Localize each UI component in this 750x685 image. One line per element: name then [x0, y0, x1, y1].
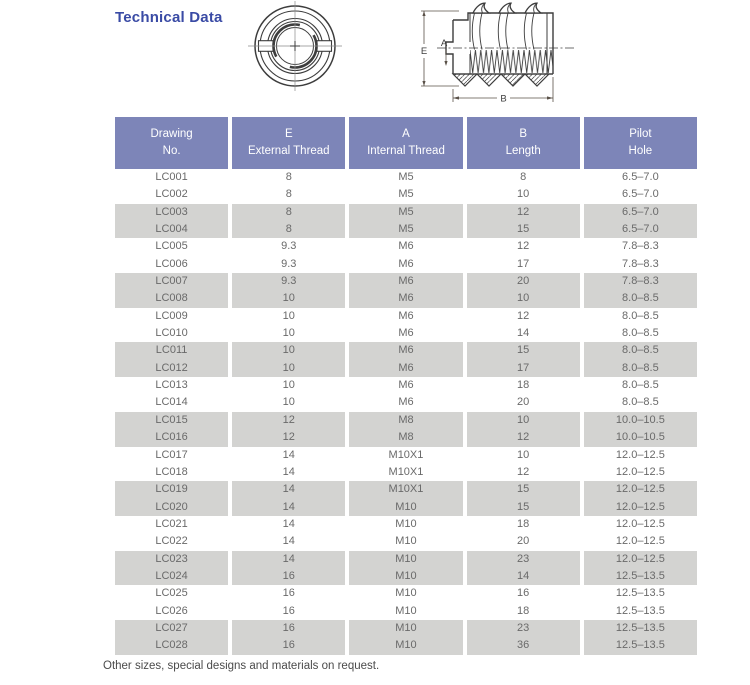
- header-internal-thread: A Internal Thread: [349, 117, 462, 169]
- cell-internal-thread: M6: [349, 290, 462, 307]
- cell-length: 15: [467, 481, 580, 498]
- table-row: [115, 585, 697, 602]
- cell-pilot-hole: 12.0–12.5: [584, 551, 697, 568]
- cell-internal-thread: M10X1: [349, 481, 462, 498]
- cell-external-thread: 16: [232, 568, 345, 585]
- header-drawing-no: Drawing No.: [115, 117, 228, 169]
- cell-length: 18: [517, 379, 530, 392]
- cell-internal-thread: M6: [398, 309, 414, 322]
- cell-internal-thread: M6: [349, 360, 462, 377]
- cell-drawing-no: LC024: [115, 568, 228, 585]
- page-title: Technical Data: [115, 9, 223, 26]
- insert-body: [446, 3, 553, 86]
- cell-length: 10: [517, 448, 530, 461]
- cell-length: 20: [467, 273, 580, 290]
- header-external-thread: E External Thread: [232, 117, 345, 169]
- cell-external-thread: 14: [282, 465, 295, 478]
- cell-internal-thread: M10X1: [388, 465, 424, 478]
- cell-pilot-hole: 12.5–13.5: [584, 620, 697, 637]
- table-row: [115, 308, 697, 325]
- cell-pilot-hole: 8.0–8.5: [584, 342, 697, 359]
- cell-pilot-hole: 12.0–12.5: [584, 499, 697, 516]
- cell-pilot-hole: 8.0–8.5: [622, 327, 659, 340]
- cell-length: 20: [517, 535, 530, 548]
- cell-external-thread: 10: [282, 379, 295, 392]
- cell-pilot-hole: 12.0–12.5: [615, 535, 665, 548]
- cell-external-thread: 9.3: [281, 257, 297, 270]
- cell-drawing-no: LC007: [115, 273, 228, 290]
- cell-internal-thread: M10: [395, 604, 417, 617]
- cell-external-thread: 8: [285, 188, 292, 201]
- cell-length: 15: [467, 342, 580, 359]
- spec-table: [111, 117, 701, 655]
- cell-pilot-hole: 12.0–12.5: [584, 481, 697, 498]
- header-length: B Length: [467, 117, 580, 169]
- table-row: [115, 412, 697, 429]
- cell-pilot-hole: 12.5–13.5: [584, 568, 697, 585]
- cell-length: 12: [517, 240, 530, 253]
- cell-internal-thread: M10: [395, 587, 417, 600]
- insert-side-view-drawing: [413, 0, 581, 108]
- table-row: [115, 620, 697, 637]
- cell-pilot-hole: 12.0–12.5: [615, 465, 665, 478]
- cell-drawing-no: LC009: [155, 309, 188, 322]
- cell-internal-thread: M10: [349, 499, 462, 516]
- cell-length: 12: [517, 465, 530, 478]
- coarse-thread-section: [453, 74, 553, 86]
- cell-pilot-hole: 7.8–8.3: [622, 240, 659, 253]
- cell-external-thread: 14: [282, 535, 295, 548]
- spec-table-header: [115, 117, 697, 169]
- cell-length: 12: [517, 309, 530, 322]
- cell-length: 16: [517, 587, 530, 600]
- spec-table-body: [115, 169, 697, 655]
- cell-external-thread: 14: [232, 499, 345, 516]
- cell-length: 17: [467, 360, 580, 377]
- dim-label-internal-thread: A: [440, 38, 448, 49]
- cell-internal-thread: M6: [398, 396, 414, 409]
- cell-internal-thread: M5: [398, 171, 414, 183]
- cell-internal-thread: M6: [398, 257, 414, 270]
- cell-drawing-no: LC011: [115, 342, 228, 359]
- cell-length: 14: [517, 327, 530, 340]
- cell-length: 10: [467, 290, 580, 307]
- cell-drawing-no: LC014: [155, 396, 188, 409]
- cell-drawing-no: LC027: [115, 620, 228, 637]
- cell-drawing-no: LC002: [155, 188, 188, 201]
- cell-internal-thread: M10: [349, 620, 462, 637]
- cell-external-thread: 16: [232, 637, 345, 654]
- cell-drawing-no: LC004: [115, 221, 228, 238]
- cell-internal-thread: M5: [398, 188, 414, 201]
- header-pilot-hole: Pilot Hole: [584, 117, 697, 169]
- cell-internal-thread: M6: [398, 379, 414, 392]
- cell-pilot-hole: 8.0–8.5: [584, 290, 697, 307]
- table-row: [115, 551, 697, 568]
- cell-length: 17: [517, 257, 530, 270]
- cell-drawing-no: LC023: [115, 551, 228, 568]
- footer-note: Other sizes, special designs and materials on request.: [103, 660, 380, 672]
- cell-length: 15: [467, 499, 580, 516]
- cell-external-thread: 14: [232, 551, 345, 568]
- cell-pilot-hole: 10.0–10.5: [584, 412, 697, 429]
- cell-pilot-hole: 7.8–8.3: [584, 273, 697, 290]
- table-row: [115, 221, 697, 238]
- table-row: [115, 533, 697, 550]
- cell-external-thread: 8: [232, 204, 345, 221]
- cell-internal-thread: M10: [349, 551, 462, 568]
- table-row: [115, 256, 697, 273]
- cell-drawing-no: LC028: [115, 637, 228, 654]
- cell-drawing-no: LC010: [155, 327, 188, 340]
- table-row: [115, 186, 697, 203]
- cell-external-thread: 10: [282, 396, 295, 409]
- cell-external-thread: 14: [282, 517, 295, 530]
- table-row: [115, 568, 697, 585]
- table-row: [115, 394, 697, 411]
- cell-internal-thread: M5: [349, 204, 462, 221]
- cell-drawing-no: LC003: [115, 204, 228, 221]
- cell-pilot-hole: 8.0–8.5: [622, 396, 659, 409]
- table-row: [115, 603, 697, 620]
- cell-internal-thread: M6: [398, 327, 414, 340]
- cell-drawing-no: LC021: [155, 517, 188, 530]
- cell-pilot-hole: 7.8–8.3: [622, 257, 659, 270]
- cell-drawing-no: LC015: [115, 412, 228, 429]
- cell-drawing-no: LC022: [155, 535, 188, 548]
- cell-drawing-no: LC025: [155, 587, 188, 600]
- table-row: [115, 499, 697, 516]
- cell-length: 10: [517, 188, 530, 201]
- cell-external-thread: 12: [232, 429, 345, 446]
- table-row: [115, 516, 697, 533]
- cell-pilot-hole: 8.0–8.5: [584, 360, 697, 377]
- cell-external-thread: 16: [282, 587, 295, 600]
- cell-external-thread: 10: [232, 342, 345, 359]
- table-row: [115, 238, 697, 255]
- cell-drawing-no: LC018: [155, 465, 188, 478]
- cell-external-thread: 10: [232, 290, 345, 307]
- cell-internal-thread: M10: [395, 517, 417, 530]
- cell-internal-thread: M10: [395, 535, 417, 548]
- table-row: [115, 447, 697, 464]
- cell-internal-thread: M6: [349, 342, 462, 359]
- cell-external-thread: 10: [232, 360, 345, 377]
- cell-drawing-no: LC006: [155, 257, 188, 270]
- cell-external-thread: 14: [282, 448, 295, 461]
- table-row: [115, 204, 697, 221]
- cell-internal-thread: M5: [349, 221, 462, 238]
- cell-length: 23: [467, 551, 580, 568]
- cell-drawing-no: LC008: [115, 290, 228, 307]
- table-row: [115, 464, 697, 481]
- table-row: [115, 290, 697, 307]
- cell-drawing-no: LC013: [155, 379, 188, 392]
- cell-drawing-no: LC001: [155, 171, 188, 183]
- cell-pilot-hole: 10.0–10.5: [584, 429, 697, 446]
- cell-internal-thread: M10: [349, 568, 462, 585]
- cell-pilot-hole: 12.5–13.5: [615, 604, 665, 617]
- cell-length: 18: [517, 517, 530, 530]
- cell-external-thread: 16: [282, 604, 295, 617]
- dim-label-outer-diameter: E: [420, 46, 428, 57]
- cell-length: 12: [467, 429, 580, 446]
- cell-internal-thread: M10X1: [388, 448, 424, 461]
- cell-pilot-hole: 6.5–7.0: [622, 188, 659, 201]
- cell-length: 8: [520, 171, 527, 183]
- cell-pilot-hole: 8.0–8.5: [622, 379, 659, 392]
- cell-external-thread: 12: [232, 412, 345, 429]
- table-row: [115, 481, 697, 498]
- cell-external-thread: 14: [232, 481, 345, 498]
- table-row: [115, 342, 697, 359]
- cell-length: 14: [467, 568, 580, 585]
- cell-drawing-no: LC026: [155, 604, 188, 617]
- cell-pilot-hole: 12.0–12.5: [615, 448, 665, 461]
- thread-fins: [472, 3, 541, 49]
- cell-pilot-hole: 8.0–8.5: [622, 309, 659, 322]
- cell-length: 12: [467, 204, 580, 221]
- cell-length: 36: [467, 637, 580, 654]
- cell-internal-thread: M8: [349, 412, 462, 429]
- cell-pilot-hole: 12.5–13.5: [584, 637, 697, 654]
- table-row: [115, 169, 697, 186]
- cell-pilot-hole: 6.5–7.0: [584, 221, 697, 238]
- table-row: [115, 429, 697, 446]
- cell-drawing-no: LC017: [155, 448, 188, 461]
- cell-external-thread: 9.3: [281, 240, 297, 253]
- cell-external-thread: 16: [232, 620, 345, 637]
- cell-length: 18: [517, 604, 530, 617]
- insert-top-view-drawing: [246, 0, 346, 95]
- table-row: [115, 377, 697, 394]
- cell-length: 15: [467, 221, 580, 238]
- cell-length: 23: [467, 620, 580, 637]
- cell-length: 10: [467, 412, 580, 429]
- cell-pilot-hole: 12.5–13.5: [615, 587, 665, 600]
- cell-external-thread: 10: [282, 327, 295, 340]
- cell-external-thread: 8: [232, 221, 345, 238]
- table-row: [115, 325, 697, 342]
- cell-internal-thread: M6: [398, 240, 414, 253]
- cell-internal-thread: M10: [349, 637, 462, 654]
- cell-external-thread: 8: [285, 171, 292, 183]
- cell-pilot-hole: 6.5–7.0: [584, 204, 697, 221]
- dim-label-length: B: [500, 93, 507, 105]
- cell-external-thread: 10: [282, 309, 295, 322]
- cell-external-thread: 9.3: [232, 273, 345, 290]
- cell-length: 20: [517, 396, 530, 409]
- cell-pilot-hole: 12.0–12.5: [615, 517, 665, 530]
- cell-drawing-no: LC016: [115, 429, 228, 446]
- cell-internal-thread: M8: [349, 429, 462, 446]
- cell-drawing-no: LC020: [115, 499, 228, 516]
- cell-pilot-hole: 6.5–7.0: [622, 171, 659, 183]
- cell-internal-thread: M6: [349, 273, 462, 290]
- table-row: [115, 637, 697, 654]
- cell-drawing-no: LC012: [115, 360, 228, 377]
- table-row: [115, 273, 697, 290]
- cell-drawing-no: LC019: [115, 481, 228, 498]
- cell-drawing-no: LC005: [155, 240, 188, 253]
- table-row: [115, 360, 697, 377]
